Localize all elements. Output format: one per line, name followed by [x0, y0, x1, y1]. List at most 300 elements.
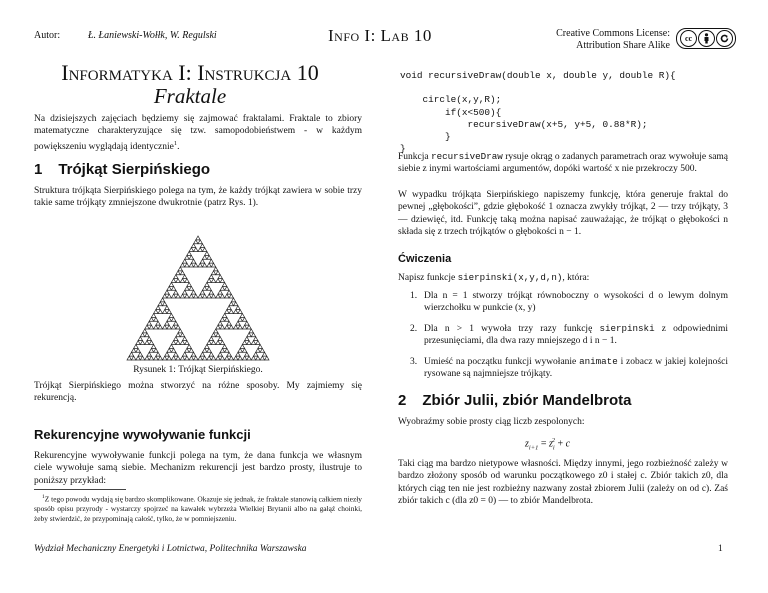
sierpinski-small-triangle — [182, 337, 186, 341]
sierpinski-small-triangle — [225, 286, 229, 290]
sierpinski-small-triangle — [211, 356, 215, 360]
sierpinski-small-triangle — [211, 333, 215, 337]
sierpinski-small-triangle — [171, 348, 175, 352]
section-2-title: Zbiór Julii, zbiór Mandelbrota — [422, 392, 632, 409]
sierpinski-small-triangle — [189, 356, 193, 360]
sierpinski-small-triangle — [200, 244, 204, 248]
sierpinski-small-triangle — [225, 310, 229, 314]
after-figure-text: Trójkąt Sierpińskiego można stworzyć na różne sposoby. My zajmiemy się rekurencją. — [34, 381, 362, 404]
sierpinski-small-triangle — [251, 341, 255, 345]
sierpinski-small-triangle — [167, 286, 171, 290]
sierpinski-small-triangle — [147, 352, 151, 356]
sierpinski-small-triangle — [185, 263, 189, 267]
sierpinski-small-triangle — [140, 333, 144, 337]
section-1-title: Trójkąt Sierpińskiego — [58, 161, 211, 178]
sierpinski-small-triangle — [158, 302, 162, 306]
sierpinski-small-triangle — [209, 337, 213, 341]
sierpinski-small-triangle — [216, 325, 220, 329]
sierpinski-small-triangle — [229, 310, 233, 314]
sierpinski-small-triangle — [242, 341, 246, 345]
sierpinski-small-triangle — [176, 294, 180, 298]
sierpinski-small-triangle — [185, 279, 189, 283]
sierpinski-small-triangle — [167, 348, 171, 352]
page-footer: Wydział Mechaniczny Energetyki i Lotnictwa, Politechnika Warszawska — [34, 544, 307, 554]
sierpinski-small-triangle — [229, 294, 233, 298]
sierpinski-small-triangle — [180, 333, 184, 337]
sierpinski-small-triangle — [207, 286, 211, 290]
sierpinski-small-triangle — [136, 341, 140, 345]
sierpinski-small-triangle — [198, 240, 202, 244]
sierpinski-small-triangle — [171, 294, 175, 298]
sierpinski-small-triangle — [256, 348, 260, 352]
sierpinski-small-triangle — [218, 290, 222, 294]
section-2-number: 2 — [398, 392, 407, 409]
sierpinski-small-triangle — [154, 317, 158, 321]
sierpinski-small-triangle — [234, 356, 238, 360]
sierpinski-small-triangle — [165, 321, 169, 325]
sierpinski-small-triangle — [211, 341, 215, 345]
sierpinski-small-triangle — [220, 317, 224, 321]
exercises-intro — [398, 272, 728, 284]
license-line-2: Attribution Share Alike — [576, 40, 670, 51]
sierpinski-small-triangle — [180, 294, 184, 298]
sierpinski-small-triangle — [234, 325, 238, 329]
section-1-heading — [34, 161, 210, 178]
figure-caption: Rysunek 1: Trójkąt Sierpińskiego. — [133, 365, 263, 375]
sierpinski-small-triangle — [176, 356, 180, 360]
section-2-text: Taki ciąg ma bardzo nietypowe własności. Między innymi, jego rozbieżność zależy w bardzo złożony sposób od warunku początkowego z0 i stałej c. Zbiór takich z0, dla których ciąg ten nie jest rozbieżny nazwany został zbiorem Julii (zależy on od c). Zaś zbiór takich c (dla z0 = 0) — to zbiór Mandelbrota. — [398, 459, 728, 507]
sierpinski-small-triangle — [129, 352, 133, 356]
sierpinski-small-triangle — [209, 290, 213, 294]
intro-paragraph: Na dzisiejszych zajęciach będziemy się zajmować fraktalami. Fraktale to zbiory matematyczne charakteryzujące się tzw. samopodobieństwem - w każdym powiększeniu wyglądają identycznie$^1$. — [34, 114, 362, 152]
inline-code-animate: animate — [579, 355, 618, 367]
sierpinski-small-triangle — [145, 325, 149, 329]
sierpinski-small-triangle — [182, 352, 186, 356]
sierpinski-small-triangle — [238, 325, 242, 329]
sierpinski-small-triangle — [189, 294, 193, 298]
paragraph-1-text-b: rysuje okrąg o zadanych parametrach oraz wywołuje samą siebie z inymi wartościami argumentów, dopóki wartość x nie przekroczy 500. — [398, 152, 729, 175]
code-line: if(x<500){ — [400, 106, 502, 118]
sierpinski-small-triangle — [245, 352, 249, 356]
sierpinski-small-triangle — [151, 314, 155, 318]
sierpinski-small-triangle — [180, 356, 184, 360]
sierpinski-small-triangle — [176, 325, 180, 329]
sierpinski-small-triangle — [187, 252, 191, 256]
sierpinski-small-triangle — [227, 352, 231, 356]
sierpinski-small-triangle — [189, 255, 193, 259]
sierpinski-small-triangle — [145, 356, 149, 360]
sierpinski-small-triangle — [136, 356, 140, 360]
sierpinski-small-triangle — [216, 279, 220, 283]
sierpinski-small-triangle — [185, 356, 189, 360]
sierpinski-small-triangle — [202, 255, 206, 259]
sierpinski-small-triangle — [216, 333, 220, 337]
exercises-intro-text-b: , która: — [562, 273, 590, 283]
sierpinski-small-triangle — [218, 352, 222, 356]
sierpinski-small-triangle — [227, 290, 231, 294]
paragraph-1 — [398, 151, 728, 176]
sierpinski-small-triangle — [138, 337, 142, 341]
sierpinski-small-triangle — [165, 290, 169, 294]
sierpinski-small-triangle — [169, 345, 173, 349]
sierpinski-small-triangle — [236, 352, 240, 356]
license-text — [540, 28, 670, 52]
sierpinski-small-triangle — [231, 298, 235, 302]
sierpinski-small-triangle — [225, 356, 229, 360]
exercise-text — [424, 356, 728, 381]
sierpinski-small-triangle — [171, 286, 175, 290]
exercise-text-a: Umieść na początku funkcji wywołanie — [424, 356, 580, 367]
inline-code-sierpinski-signature: sierpinski(x,y,d,n) — [457, 272, 563, 283]
sierpinski-small-triangle — [136, 348, 140, 352]
code-line: } — [400, 143, 406, 155]
code-line: } — [400, 131, 451, 143]
sierpinski-small-triangle — [207, 294, 211, 298]
intro-footnote-mark: 1 — [173, 139, 178, 147]
header-title: Info I: Lab 10 — [328, 26, 432, 45]
section-1-text: Struktura trójkąta Sierpińskiego polega na tym, że każdy trójkąt zawiera w sobie trzy takie same trójkąty zmniejszone dwukrotnie (patrz Rys. 1). — [34, 186, 362, 209]
sierpinski-small-triangle — [178, 329, 182, 333]
sierpinski-small-triangle — [247, 356, 251, 360]
sierpinski-small-triangle — [236, 306, 240, 310]
license-line-1: Creative Commons License: — [556, 28, 670, 39]
exercise-item — [410, 323, 728, 348]
sierpinski-small-triangle — [242, 325, 246, 329]
sierpinski-small-triangle — [207, 263, 211, 267]
sierpinski-small-triangle — [140, 341, 144, 345]
exercise-text-b: i zobacz w jakiej kolejności rysowane są najmniejsze trójkąty. — [424, 356, 728, 380]
exercise-list — [410, 290, 728, 380]
sierpinski-small-triangle — [227, 321, 231, 325]
sierpinski-small-triangle — [163, 294, 167, 298]
sierpinski-small-triangle — [220, 325, 224, 329]
sierpinski-small-triangle — [229, 302, 233, 306]
sierpinski-small-triangle — [191, 290, 195, 294]
sierpinski-small-triangle — [229, 356, 233, 360]
sierpinski-small-triangle — [214, 329, 218, 333]
sierpinski-small-triangle — [154, 325, 158, 329]
footnote-rule — [34, 489, 126, 490]
sierpinski-small-triangle — [189, 248, 193, 252]
sierpinski-small-triangle — [165, 352, 169, 356]
sierpinski-small-triangle — [191, 244, 195, 248]
sierpinski-small-triangle — [262, 352, 266, 356]
sierpinski-small-triangle — [194, 263, 198, 267]
sierpinski-small-triangle — [227, 306, 231, 310]
sierpinski-small-triangle — [202, 248, 206, 252]
paragraph-2: W wypadku trójkąta Sierpińskiego napiszemy funkcję, która generuje fraktal do pewnej „głębokości”, gdzie głębokość 1 oznacza zwykły trójkąt, 2 — trzy trójkąty, 3 — dziewięć, itd. Funkcję taką można napisać zauważając, że trójkąt o głębokości n składa się z trzech trójkątów o głębokości n − 1. — [398, 190, 728, 238]
code-block — [400, 70, 676, 155]
sierpinski-small-triangle — [169, 283, 173, 287]
exercise-item — [410, 290, 728, 315]
sierpinski-small-triangle — [258, 345, 262, 349]
sierpinski-small-triangle — [202, 294, 206, 298]
sierpinski-small-triangle — [247, 333, 251, 337]
sierpinski-small-triangle — [182, 259, 186, 263]
sierpinski-small-triangle — [171, 356, 175, 360]
sierpinski-small-triangle — [222, 314, 226, 318]
sierpinski-small-triangle — [245, 321, 249, 325]
sierpinski-small-triangle — [140, 356, 144, 360]
sierpinski-small-triangle — [202, 263, 206, 267]
sierpinski-small-triangle — [207, 341, 211, 345]
subsection-text: Rekurencyjne wywoływanie funkcji polega na tym, że dana funkcja we własnym ciele wywołuje samą siebie. Mechanizm rekurencji jest bardzo prosty, ilustruje to poniższy przykład: — [34, 451, 362, 486]
sierpinski-small-triangle — [238, 310, 242, 314]
sierpinski-small-triangle — [149, 317, 153, 321]
sierpinski-small-triangle — [145, 341, 149, 345]
sierpinski-small-triangle — [171, 279, 175, 283]
sierpinski-small-triangle — [138, 352, 142, 356]
sierpinski-small-triangle — [209, 275, 213, 279]
sierpinski-small-triangle — [167, 317, 171, 321]
exercise-number: 3. — [410, 356, 418, 367]
sierpinski-small-triangle — [198, 294, 202, 298]
sierpinski-small-triangle — [211, 263, 215, 267]
sierpinski-small-triangle — [211, 294, 215, 298]
sierpinski-small-triangle — [176, 279, 180, 283]
sierpinski-small-triangle — [222, 283, 226, 287]
sierpinski-small-triangle — [238, 317, 242, 321]
sierpinski-small-triangle — [154, 310, 158, 314]
exercises-heading: Ćwiczenia — [398, 253, 452, 265]
sierpinski-small-triangle — [149, 341, 153, 345]
sierpinski-small-triangle — [176, 333, 180, 337]
section-2-intro: Wyobraźmy sobie prosty ciąg liczb zespolonych: — [398, 417, 585, 427]
sierpinski-small-triangle — [174, 290, 178, 294]
sierpinski-small-triangle — [209, 352, 213, 356]
sierpinski-small-triangle — [158, 325, 162, 329]
sierpinski-small-triangle — [207, 255, 211, 259]
sierpinski-small-triangle — [207, 279, 211, 283]
sierpinski-small-triangle — [174, 275, 178, 279]
sierpinski-small-triangle — [260, 356, 264, 360]
sierpinski-small-triangle — [240, 314, 244, 318]
authors: Ł. Łaniewski-Wołłk, W. Regulski — [88, 30, 217, 41]
sierpinski-small-triangle — [174, 321, 178, 325]
sierpinski-small-triangle — [182, 290, 186, 294]
sierpinski-small-triangle — [265, 356, 269, 360]
sierpinski-small-triangle — [220, 286, 224, 290]
sierpinski-small-triangle — [187, 345, 191, 349]
sierpinski-small-triangle — [169, 314, 173, 318]
sierpinski-small-triangle — [180, 271, 184, 275]
document-title: Informatyka I: Instrukcja 10 — [61, 60, 319, 85]
sierpinski-small-triangle — [200, 352, 204, 356]
exercise-number: 1. — [410, 291, 418, 301]
sierpinski-small-triangle — [158, 310, 162, 314]
exercise-text-b: z odpowiednimi przesunięciami, dla dwa razy mniejszego d i n − 1. — [424, 323, 728, 347]
sierpinski-small-triangle — [253, 352, 257, 356]
sierpinski-small-triangle — [167, 294, 171, 298]
sa-icon — [716, 30, 733, 47]
sierpinski-small-triangle — [191, 259, 195, 263]
sierpinski-small-triangle — [174, 352, 178, 356]
section-2-heading — [398, 392, 632, 409]
sierpinski-small-triangle — [131, 356, 135, 360]
sierpinski-small-triangle — [247, 325, 251, 329]
footnote-text: Z tego powodu wydają się bardzo skomplikowane. Okazuje się jednak, że fraktale stanowią całkiem niezły sposób opisu przyrody - wystarczy spojrzeć na kawałek wybrzeża Wielkiej Brytanii albo na gałąź choinki, żeby stwierdzić, że przypominają całość, tylko, że w pomniejszeniu. — [34, 494, 362, 523]
sierpinski-small-triangle — [251, 333, 255, 337]
sierpinski-small-triangle — [185, 341, 189, 345]
sierpinski-small-triangle — [238, 356, 242, 360]
sierpinski-small-triangle — [174, 337, 178, 341]
intro-text: Na dzisiejszych zajęciach będziemy się zajmować fraktalami. Fraktale to zbiory matematyczne charakteryzujące się tzw. samopodobieństwem - w każdym powiększeniu wyglądają identycznie — [34, 114, 362, 152]
code-line: circle(x,y,R); — [400, 94, 502, 106]
sierpinski-small-triangle — [180, 263, 184, 267]
sierpinski-small-triangle — [236, 321, 240, 325]
document-subtitle: Fraktale — [153, 84, 227, 108]
sierpinski-small-triangle — [194, 294, 198, 298]
sierpinski-small-triangle — [198, 356, 202, 360]
inline-code-sierpinski: sierpinski — [599, 322, 655, 334]
sierpinski-small-triangle — [191, 352, 195, 356]
sierpinski-small-triangle — [194, 248, 198, 252]
page-number: 1 — [718, 544, 723, 554]
sierpinski-small-triangle — [220, 348, 224, 352]
sierpinski-small-triangle — [143, 329, 147, 333]
sierpinski-small-triangle — [218, 337, 222, 341]
sierpinski-small-triangle — [180, 279, 184, 283]
sierpinski-small-triangle — [220, 279, 224, 283]
sierpinski-small-triangle — [171, 325, 175, 329]
sierpinski-small-triangle — [160, 298, 164, 302]
sierpinski-small-triangle — [225, 348, 229, 352]
sierpinski-small-triangle — [207, 356, 211, 360]
sierpinski-small-triangle — [176, 341, 180, 345]
sierpinski-small-triangle — [256, 341, 260, 345]
sierpinski-small-triangle — [216, 341, 220, 345]
sierpinski-small-triangle — [151, 345, 155, 349]
sierpinski-small-triangle — [242, 317, 246, 321]
sierpinski-small-triangle — [205, 252, 209, 256]
sierpinski-small-triangle — [218, 275, 222, 279]
sierpinski-small-triangle — [167, 310, 171, 314]
sierpinski-small-triangle — [198, 263, 202, 267]
sierpinski-small-triangle — [211, 271, 215, 275]
sierpinski-small-triangle — [200, 259, 204, 263]
exercise-item — [410, 356, 728, 381]
sierpinski-small-triangle — [194, 356, 198, 360]
sierpinski-small-triangle — [163, 325, 167, 329]
sierpinski-small-triangle — [185, 348, 189, 352]
sierpinski-small-triangle — [238, 348, 242, 352]
sierpinski-small-triangle — [242, 356, 246, 360]
sierpinski-small-triangle — [194, 240, 198, 244]
sierpinski-small-triangle — [220, 341, 224, 345]
sierpinski-small-triangle — [180, 341, 184, 345]
sierpinski-small-triangle — [127, 356, 131, 360]
sierpinski-small-triangle — [234, 310, 238, 314]
sierpinski-small-triangle — [225, 325, 229, 329]
sierpinski-small-triangle — [149, 348, 153, 352]
sierpinski-small-triangle — [187, 283, 191, 287]
sierpinski-small-triangle — [189, 263, 193, 267]
exercises-intro-text-a: Napisz funkcje — [398, 273, 458, 283]
sierpinski-small-triangle — [185, 294, 189, 298]
sierpinski-small-triangle — [149, 356, 153, 360]
sierpinski-small-triangle — [154, 356, 158, 360]
sierpinski-small-triangle — [196, 236, 200, 240]
sierpinski-small-triangle — [253, 337, 257, 341]
cc-icon: cc — [680, 30, 697, 47]
sierpinski-small-triangle — [163, 310, 167, 314]
sierpinski-small-triangle — [171, 317, 175, 321]
sierpinski-small-triangle — [209, 259, 213, 263]
sierpinski-small-triangle — [189, 286, 193, 290]
author-label: Autor: — [34, 30, 61, 41]
equation: $z_{i+1} = z_i^2 + c$ — [525, 437, 571, 452]
sierpinski-small-triangle — [185, 255, 189, 259]
sierpinski-small-triangle — [182, 275, 186, 279]
sierpinski-small-triangle — [249, 329, 253, 333]
sierpinski-triangle-figure — [126, 234, 270, 362]
code-line — [400, 82, 676, 94]
sierpinski-small-triangle — [240, 345, 244, 349]
sierpinski-small-triangle — [242, 348, 246, 352]
sierpinski-small-triangle — [202, 348, 206, 352]
code-line: recursiveDraw(x+5, y+5, 0.88*R); — [400, 118, 648, 130]
sierpinski-small-triangle — [211, 279, 215, 283]
exercise-number: 2. — [410, 323, 418, 334]
sierpinski-small-triangle — [167, 356, 171, 360]
sierpinski-small-triangle — [176, 271, 180, 275]
sierpinski-small-triangle — [229, 325, 233, 329]
sierpinski-small-triangle — [247, 341, 251, 345]
sierpinski-small-triangle — [220, 356, 224, 360]
sierpinski-small-triangle — [171, 341, 175, 345]
sierpinski-small-triangle — [156, 306, 160, 310]
sierpinski-small-triangle — [225, 317, 229, 321]
sierpinski-small-triangle — [147, 321, 151, 325]
sierpinski-small-triangle — [198, 248, 202, 252]
code-line: void recursiveDraw(double x, double y, double R){ — [400, 70, 676, 81]
sierpinski-small-triangle — [163, 302, 167, 306]
sierpinski-small-triangle — [189, 348, 193, 352]
by-icon — [698, 30, 715, 47]
subsection-heading: Rekurencyjne wywoływanie funkcji — [34, 427, 251, 442]
sierpinski-small-triangle — [222, 345, 226, 349]
sierpinski-small-triangle — [205, 345, 209, 349]
sierpinski-small-triangle — [185, 286, 189, 290]
sierpinski-small-triangle — [207, 348, 211, 352]
sierpinski-small-triangle — [167, 325, 171, 329]
sierpinski-small-triangle — [156, 352, 160, 356]
sierpinski-small-triangle — [214, 267, 218, 271]
sierpinski-small-triangle — [216, 356, 220, 360]
footnote — [34, 493, 362, 523]
sierpinski-small-triangle — [251, 356, 255, 360]
exercise-text — [424, 323, 728, 348]
sierpinski-small-triangle — [218, 321, 222, 325]
sierpinski-small-triangle — [154, 348, 158, 352]
footnote-mark: 1 — [42, 494, 45, 500]
sierpinski-small-triangle — [158, 356, 162, 360]
paragraph-1-text-a: Funkcja — [398, 152, 432, 162]
sierpinski-small-triangle — [234, 302, 238, 306]
section-1-number: 1 — [34, 161, 43, 178]
sierpinski-small-triangle — [147, 337, 151, 341]
sierpinski-small-triangle — [202, 356, 206, 360]
sierpinski-small-triangle — [205, 283, 209, 287]
sierpinski-small-triangle — [165, 306, 169, 310]
sierpinski-small-triangle — [202, 286, 206, 290]
sierpinski-small-triangle — [200, 290, 204, 294]
sierpinski-small-triangle — [216, 271, 220, 275]
sierpinski-small-triangle — [163, 356, 167, 360]
sierpinski-small-triangle — [216, 294, 220, 298]
exercise-text: Dla n = 1 stworzy trójkąt równoboczny o wysokości d o lewym dolnym wierzchołku w punkcie (x, y) — [424, 291, 728, 314]
sierpinski-small-triangle — [145, 333, 149, 337]
